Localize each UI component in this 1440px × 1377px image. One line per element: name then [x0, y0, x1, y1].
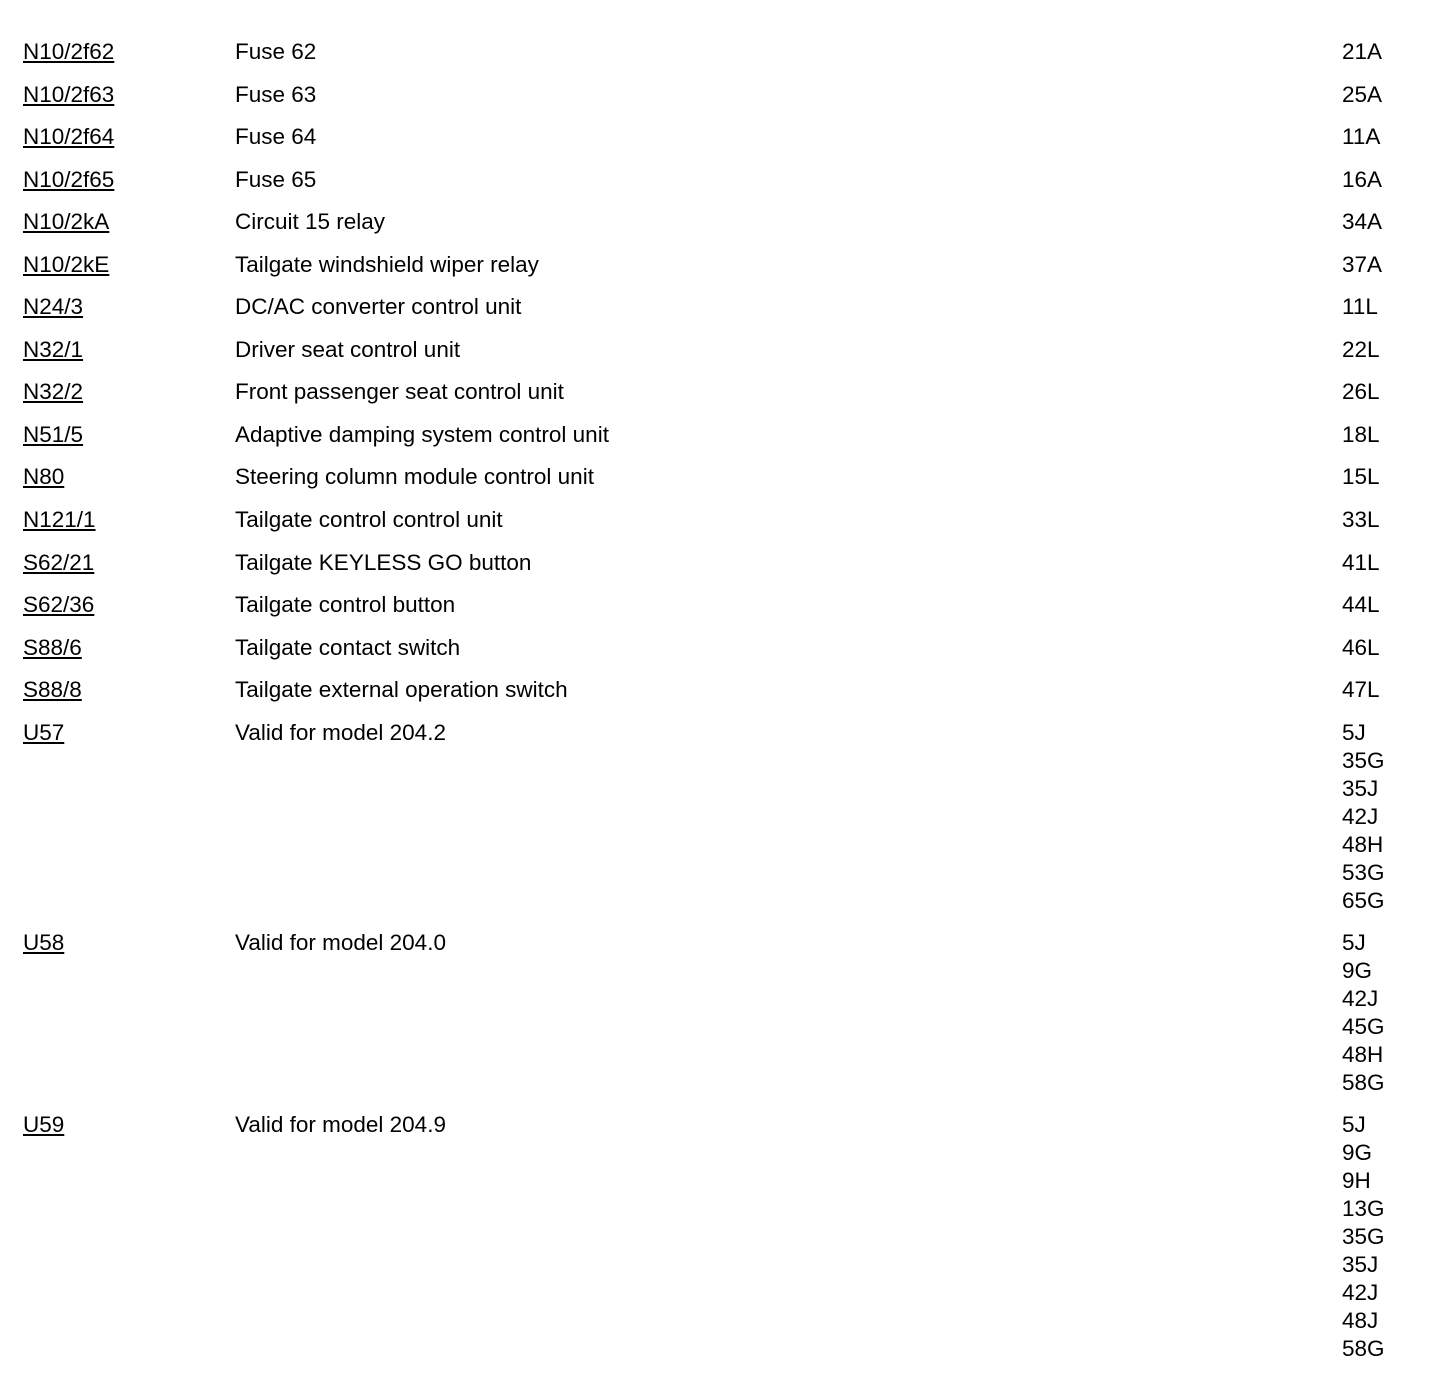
component-code-link[interactable]: N121/1	[23, 507, 96, 533]
component-description: Fuse 65	[235, 166, 317, 192]
legend-row	[23, 123, 1423, 166]
grid-location: 48J	[1342, 1307, 1379, 1333]
grid-location: 48H	[1342, 831, 1384, 857]
grid-location: 9G	[1342, 957, 1373, 983]
component-description: Fuse 64	[235, 124, 317, 150]
grid-location-list	[1342, 378, 1380, 406]
legend-row	[23, 336, 1423, 379]
grid-location-list	[1342, 634, 1380, 662]
component-code-link[interactable]: S62/36	[23, 592, 95, 618]
grid-location: 58G	[1342, 1335, 1385, 1361]
grid-location: 58G	[1342, 1069, 1385, 1095]
component-code-link[interactable]: U59	[23, 1111, 65, 1137]
grid-location: 35J	[1342, 1251, 1379, 1277]
grid-location-list	[1342, 463, 1380, 491]
grid-location: 37A	[1342, 251, 1383, 277]
grid-location: 11L	[1342, 294, 1378, 320]
component-code-link[interactable]: U57	[23, 719, 65, 745]
grid-location-list	[1342, 421, 1380, 449]
grid-location-list	[1342, 929, 1385, 1097]
grid-location: 35G	[1342, 1223, 1385, 1249]
component-description: Tailgate control button	[235, 592, 456, 618]
legend-row	[23, 293, 1423, 336]
grid-location: 9G	[1342, 1139, 1373, 1165]
grid-location: 42J	[1342, 803, 1379, 829]
component-description: Valid for model 204.2	[235, 719, 446, 745]
grid-location: 5J	[1342, 1111, 1366, 1137]
grid-location-list	[1342, 293, 1378, 321]
grid-location: 44L	[1342, 592, 1380, 618]
component-description: Tailgate contact switch	[235, 634, 461, 660]
grid-location: 35G	[1342, 747, 1385, 773]
legend-row	[23, 38, 1423, 81]
component-code-link[interactable]: N51/5	[23, 421, 84, 447]
grid-location-list	[1342, 166, 1382, 194]
component-code-link[interactable]: S88/6	[23, 634, 82, 660]
legend-row	[23, 634, 1423, 677]
grid-location-list	[1342, 676, 1380, 704]
component-code-link[interactable]: N80	[23, 464, 65, 490]
legend-row	[23, 463, 1423, 506]
grid-location-list	[1342, 591, 1380, 619]
grid-location-list	[1342, 208, 1382, 236]
grid-location-list	[1342, 81, 1382, 109]
grid-location-list	[1342, 336, 1380, 364]
grid-location: 5J	[1342, 719, 1366, 745]
component-code-link[interactable]: N10/2f62	[23, 39, 115, 64]
legend-row	[23, 208, 1423, 251]
grid-location: 16A	[1342, 166, 1383, 192]
legend-row	[23, 378, 1423, 421]
component-code-link[interactable]: S88/8	[23, 677, 82, 703]
grid-location: 13G	[1342, 1195, 1385, 1221]
grid-location-list	[1342, 251, 1382, 279]
component-description: DC/AC converter control unit	[235, 294, 522, 320]
grid-location: 18L	[1342, 421, 1380, 447]
component-description: Valid for model 204.9	[235, 1111, 446, 1137]
component-code-link[interactable]: N10/2f65	[23, 166, 115, 192]
component-description: Driver seat control unit	[235, 336, 461, 362]
component-legend-table	[23, 38, 1423, 1377]
component-description: Valid for model 204.0	[235, 929, 446, 955]
legend-row	[23, 929, 1423, 1111]
legend-row	[23, 591, 1423, 634]
component-description: Fuse 62	[235, 39, 317, 64]
grid-location: 22L	[1342, 336, 1380, 362]
grid-location: 53G	[1342, 859, 1385, 885]
component-description: Tailgate KEYLESS GO button	[235, 549, 532, 575]
grid-location-list	[1342, 719, 1385, 915]
grid-location: 9H	[1342, 1167, 1371, 1193]
grid-location: 26L	[1342, 379, 1380, 405]
grid-location: 46L	[1342, 634, 1380, 660]
legend-row	[23, 251, 1423, 294]
component-code-link[interactable]: U58	[23, 929, 65, 955]
component-description: Front passenger seat control unit	[235, 379, 564, 405]
legend-row	[23, 166, 1423, 209]
component-description: Steering column module control unit	[235, 464, 594, 490]
grid-location: 42J	[1342, 1279, 1379, 1305]
grid-location-list	[1342, 123, 1380, 151]
component-description: Tailgate windshield wiper relay	[235, 251, 539, 277]
grid-location-list	[1342, 549, 1380, 577]
component-code-link[interactable]: N10/2kA	[23, 209, 110, 235]
legend-row	[23, 719, 1423, 929]
grid-location: 65G	[1342, 887, 1385, 913]
legend-row	[23, 81, 1423, 124]
component-description: Adaptive damping system control unit	[235, 421, 609, 447]
grid-location: 45G	[1342, 1013, 1385, 1039]
grid-location: 21A	[1342, 39, 1383, 64]
component-code-link[interactable]: N32/1	[23, 336, 84, 362]
grid-location-list	[1342, 1111, 1385, 1363]
component-description: Tailgate external operation switch	[235, 677, 568, 703]
grid-location-list	[1342, 38, 1382, 66]
component-code-link[interactable]: S62/21	[23, 549, 95, 575]
legend-row	[23, 549, 1423, 592]
grid-location: 11A	[1342, 124, 1381, 150]
legend-row	[23, 421, 1423, 464]
grid-location: 5J	[1342, 929, 1366, 955]
legend-row	[23, 506, 1423, 549]
component-code-link[interactable]: N10/2f63	[23, 81, 115, 107]
component-code-link[interactable]: N10/2f64	[23, 124, 115, 150]
grid-location: 41L	[1342, 549, 1380, 575]
component-description: Fuse 63	[235, 81, 317, 107]
component-code-link[interactable]: N32/2	[23, 379, 84, 405]
grid-location: 47L	[1342, 677, 1380, 703]
grid-location: 34A	[1342, 209, 1383, 235]
grid-location: 42J	[1342, 985, 1379, 1011]
grid-location: 35J	[1342, 775, 1379, 801]
component-code-link[interactable]: N10/2kE	[23, 251, 110, 277]
legend-row	[23, 676, 1423, 719]
grid-location: 33L	[1342, 507, 1380, 533]
legend-row	[23, 1111, 1423, 1377]
grid-location-list	[1342, 506, 1380, 534]
component-code-link[interactable]: N24/3	[23, 294, 84, 320]
grid-location: 15L	[1342, 464, 1380, 490]
grid-location: 48H	[1342, 1041, 1384, 1067]
component-description: Tailgate control control unit	[235, 507, 503, 533]
grid-location: 25A	[1342, 81, 1383, 107]
component-description: Circuit 15 relay	[235, 209, 386, 235]
